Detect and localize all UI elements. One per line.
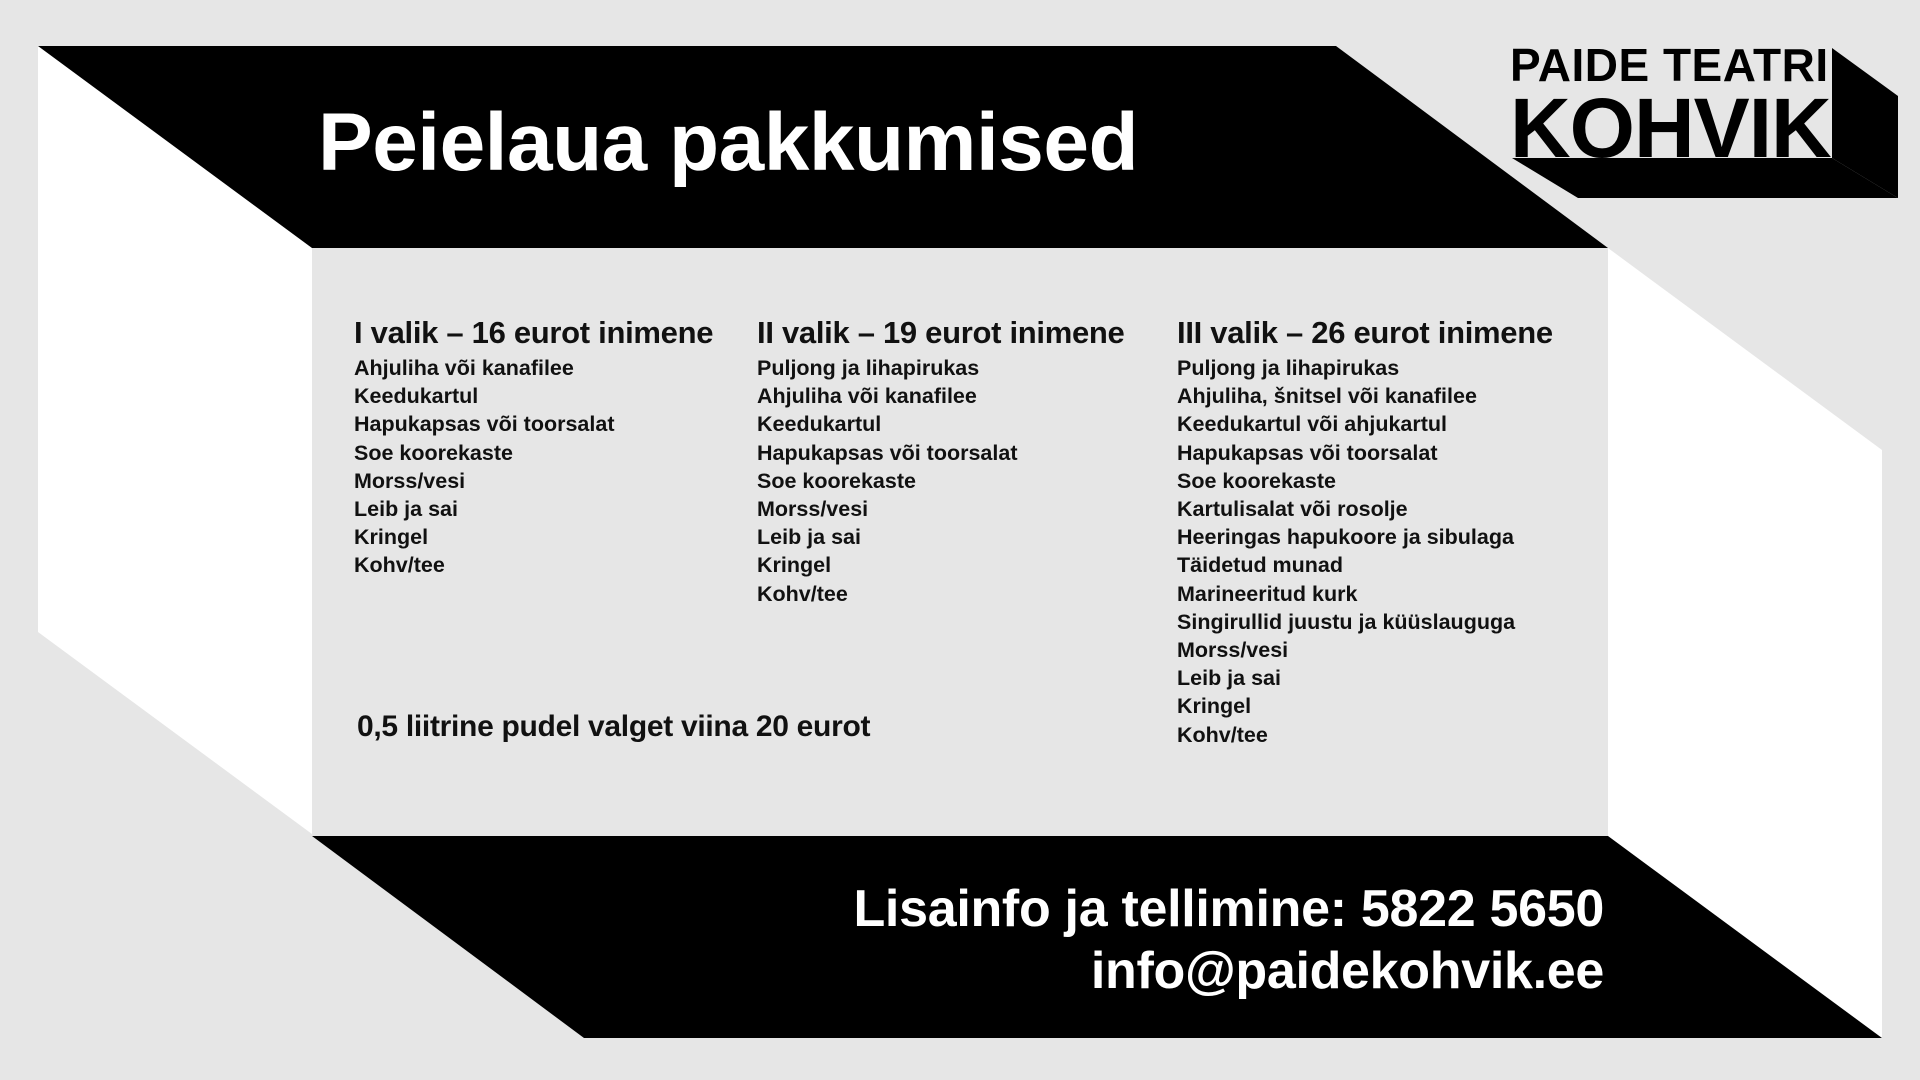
- logo-line-2: KOHVIK: [1510, 81, 1831, 175]
- menu-option-1-heading: I valik – 16 eurot inimene: [354, 315, 714, 350]
- menu-item: Hapukapsas või toorsalat: [1177, 440, 1438, 465]
- contact-email[interactable]: info@paidekohvik.ee: [1090, 942, 1604, 1000]
- menu-item: Heeringas hapukoore ja sibulaga: [1177, 525, 1514, 550]
- menu-item: Keedukartul: [354, 384, 479, 409]
- page-title: Peielaua pakkumised: [318, 97, 1139, 188]
- contact-block: [853, 878, 1604, 1002]
- logo-line-1: PAIDE TEATRI: [1510, 39, 1829, 91]
- menu-item: Leib ja sai: [1177, 666, 1281, 691]
- menu-option-2: [757, 312, 1125, 608]
- menu-item: Morss/vesi: [757, 497, 869, 522]
- menu-item: Ahjuliha või kanafilee: [757, 384, 977, 409]
- menu-item: Marineeritud kurk: [1177, 581, 1358, 606]
- menu-item: Leib ja sai: [354, 497, 458, 522]
- menu-item: Puljong ja lihapirukas: [1177, 356, 1400, 380]
- logo: [1510, 39, 1831, 175]
- contact-phone-line: Lisainfo ja tellimine: 5822 5650: [853, 880, 1604, 938]
- menu-item: Morss/vesi: [1177, 638, 1289, 663]
- menu-item: Soe koorekaste: [1177, 468, 1336, 493]
- menu-item: Kohv/tee: [757, 581, 848, 606]
- menu-item: Ahjuliha või kanafilee: [354, 356, 574, 380]
- menu-item: Soe koorekaste: [757, 468, 916, 493]
- menu-option-2-items: [757, 354, 1125, 608]
- menu-item: Täidetud munad: [1177, 553, 1344, 578]
- vodka-note: 0,5 liitrine pudel valget viina 20 eurot: [357, 710, 871, 743]
- menu-item: Hapukapsas või toorsalat: [354, 412, 615, 437]
- menu-option-3: [1177, 312, 1553, 749]
- menu-item: Keedukartul või ahjukartul: [1177, 412, 1448, 437]
- menu-item: Kringel: [354, 525, 429, 550]
- menu-item: Puljong ja lihapirukas: [757, 356, 980, 380]
- menu-option-2-heading: II valik – 19 eurot inimene: [757, 315, 1125, 350]
- menu-option-1-items: [354, 354, 713, 580]
- menu-item: Kringel: [757, 553, 832, 578]
- menu-item: Keedukartul: [757, 412, 882, 437]
- menu-item: Kringel: [1177, 694, 1252, 719]
- menu-item: Leib ja sai: [757, 525, 861, 550]
- menu-item: Kohv/tee: [354, 553, 445, 578]
- menu-item: Kohv/tee: [1177, 722, 1268, 747]
- menu-option-3-items: [1177, 354, 1553, 749]
- menu-item: Singirullid juustu ja küüslauguga: [1177, 609, 1516, 634]
- menu-item: Kartulisalat või rosolje: [1177, 497, 1408, 522]
- menu-option-3-heading: III valik – 26 eurot inimene: [1177, 315, 1553, 350]
- menu-item: Soe koorekaste: [354, 440, 513, 465]
- menu-item: Morss/vesi: [354, 468, 466, 493]
- menu-option-1: [354, 312, 713, 580]
- menu-item: Ahjuliha, šnitsel või kanafilee: [1177, 384, 1477, 409]
- menu-item: Hapukapsas või toorsalat: [757, 440, 1018, 465]
